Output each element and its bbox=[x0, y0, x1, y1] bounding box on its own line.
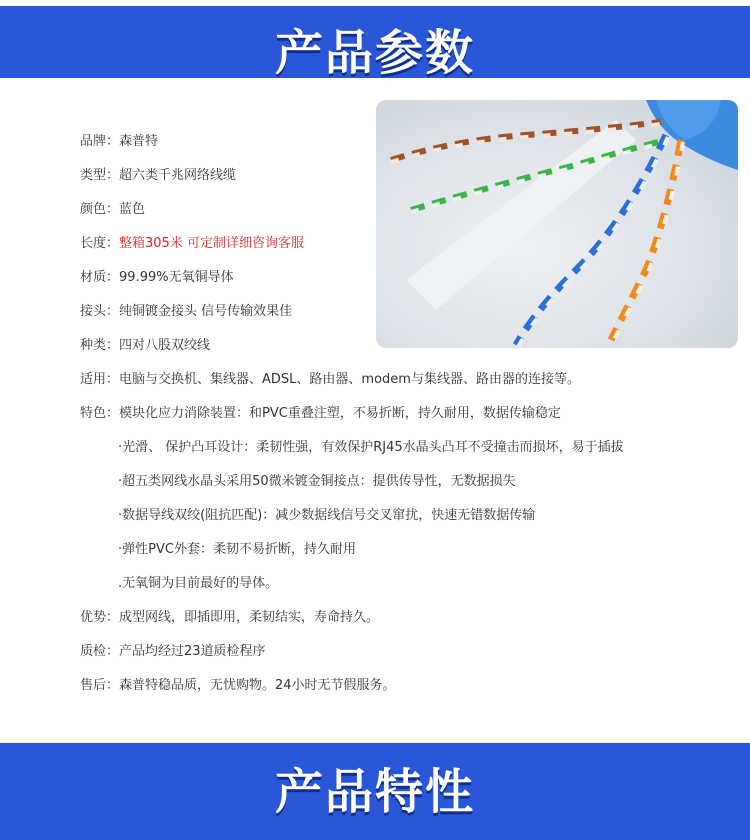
param-row-qc bbox=[80, 643, 266, 661]
param-row-brand bbox=[80, 133, 158, 151]
param-value: 超六类千兆网络线缆 bbox=[119, 168, 237, 183]
feature-item: ·光滑、 保护凸耳设计：柔韧性强，有效保护RJ45水晶头凸耳不受撞击而损坏，易于插拔 bbox=[118, 440, 624, 455]
param-row-type bbox=[80, 167, 236, 185]
param-value: 产品均经过23道质检程序 bbox=[119, 644, 266, 659]
feature-item: ·弹性PVC外套：柔韧不易折断，持久耐用 bbox=[118, 542, 356, 557]
param-label: 质检： bbox=[80, 644, 120, 659]
param-row-aftersale bbox=[80, 677, 396, 695]
param-label: 适用： bbox=[80, 372, 120, 387]
param-value: 模块化应力消除装置：和PVC重叠注塑，不易折断，持久耐用，数据传输稳定 bbox=[119, 406, 561, 421]
param-label: 品牌： bbox=[80, 134, 120, 149]
product-photo bbox=[376, 100, 738, 348]
param-row-length bbox=[80, 235, 304, 253]
header-banner bbox=[0, 0, 750, 81]
param-label: 材质： bbox=[80, 270, 120, 285]
param-value: 森普特 bbox=[119, 134, 159, 149]
feature-item: ·数据导线双绞(阻抗匹配)：减少数据线信号交叉窜扰，快速无错数据传输 bbox=[118, 508, 536, 523]
footer-title: 产品特性 bbox=[274, 764, 475, 820]
param-label: 种类： bbox=[80, 338, 120, 353]
param-value: 成型网线，即插即用，柔韧结实，寿命持久。 bbox=[119, 610, 380, 625]
param-label: 长度： bbox=[80, 236, 120, 251]
param-label: 接头： bbox=[80, 304, 120, 319]
param-value: 蓝色 bbox=[119, 202, 146, 217]
param-row-usage bbox=[80, 371, 580, 389]
param-row-material bbox=[80, 269, 234, 287]
header-title: 产品参数 bbox=[274, 25, 475, 81]
param-value: 纯铜镀金接头 信号传输效果佳 bbox=[119, 304, 293, 319]
param-label: 特色： bbox=[80, 406, 120, 421]
param-row-kind bbox=[80, 337, 210, 355]
param-value: 森普特稳品质，无忧购物。24小时无节假服务。 bbox=[119, 678, 396, 693]
footer-banner bbox=[0, 735, 750, 840]
param-row-advantage bbox=[80, 609, 379, 627]
param-row-features bbox=[80, 405, 561, 423]
param-label: 颜色： bbox=[80, 202, 120, 217]
feature-item: .无氧铜为目前最好的导体。 bbox=[118, 576, 279, 591]
param-value: 电脑与交换机、集线器、ADSL、路由器、modem与集线器、路由器的连接等。 bbox=[119, 372, 580, 387]
param-row-connector bbox=[80, 303, 292, 321]
param-label: 售后： bbox=[80, 678, 120, 693]
param-value: 99.99%无氧铜导体 bbox=[119, 270, 234, 285]
param-value-highlight: 整箱305米 可定制详细咨询客服 bbox=[119, 236, 304, 251]
cable-illustration bbox=[376, 100, 738, 348]
param-value: 四对八股双绞线 bbox=[119, 338, 211, 353]
feature-item: ·超五类网线水晶头采用50微米镀金铜接点：提供传导性，无数据损失 bbox=[118, 474, 516, 489]
param-row-color bbox=[80, 201, 145, 219]
param-label: 类型： bbox=[80, 168, 120, 183]
param-label: 优势： bbox=[80, 610, 120, 625]
